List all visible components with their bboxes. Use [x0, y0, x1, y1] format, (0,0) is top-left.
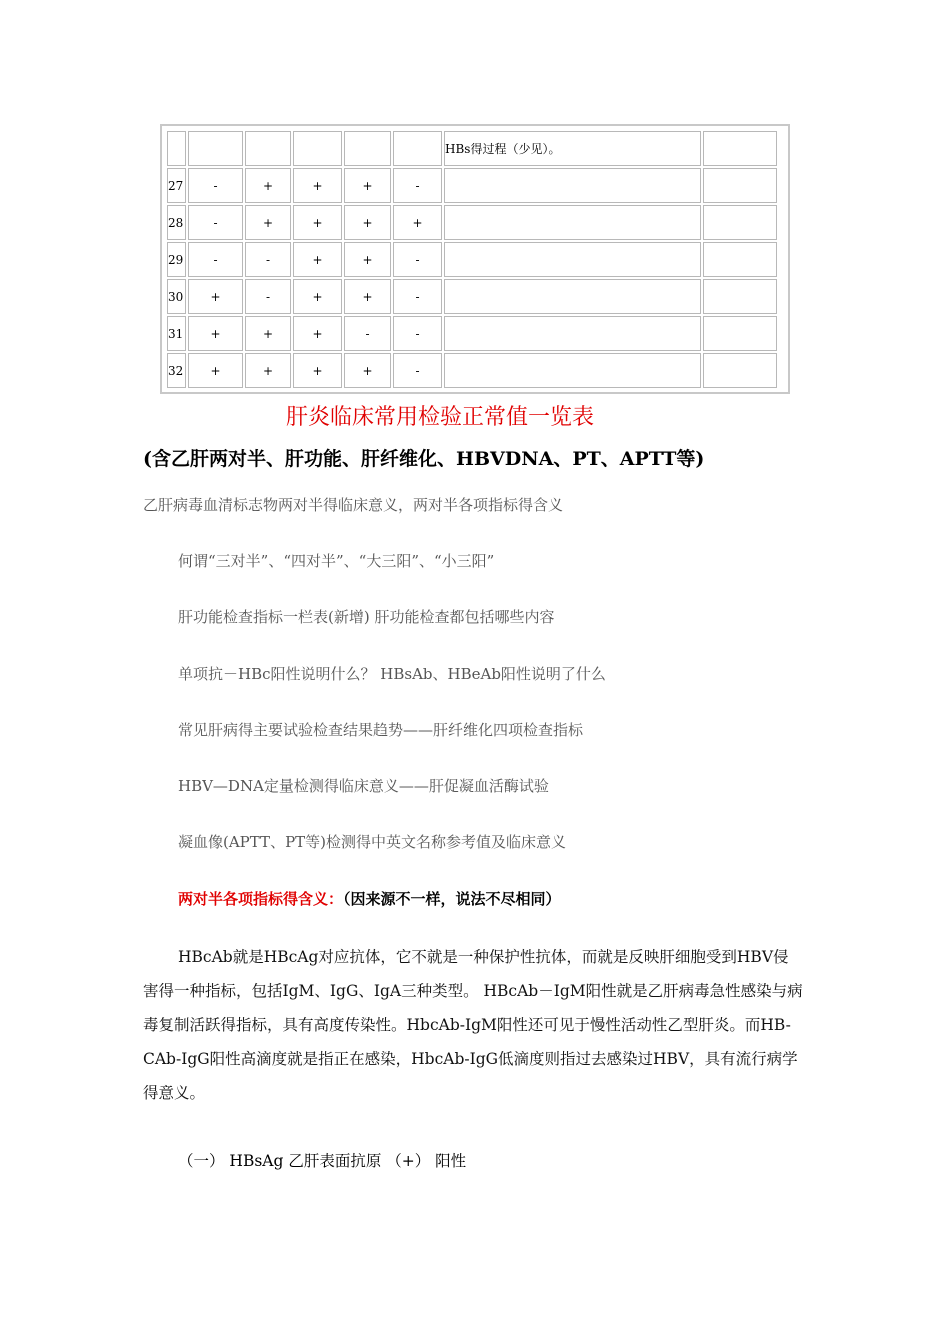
body-paragraph — [143, 940, 803, 1110]
link-item[interactable]: 凝血像(APTT、PT等)检测得中英文名称参考值及临床意义 — [178, 833, 567, 851]
cell: + — [344, 279, 391, 314]
cell: - — [393, 168, 442, 203]
cell: + — [344, 168, 391, 203]
cell: + — [293, 205, 342, 240]
cell — [344, 131, 391, 166]
cell-note — [444, 242, 701, 277]
cell — [703, 131, 777, 166]
cell — [703, 353, 777, 388]
cell: + — [344, 205, 391, 240]
cell — [245, 131, 291, 166]
cell: + — [344, 353, 391, 388]
cell-no: 32 — [167, 353, 186, 388]
cell: + — [245, 168, 291, 203]
cell: + — [188, 279, 243, 314]
cell: + — [245, 353, 291, 388]
cell-no: 29 — [167, 242, 186, 277]
cell: - — [245, 279, 291, 314]
cell: - — [393, 353, 442, 388]
cell — [188, 131, 243, 166]
cell — [293, 131, 342, 166]
table-row — [167, 242, 777, 277]
cell: - — [245, 242, 291, 277]
cell: + — [188, 353, 243, 388]
link-item[interactable]: 何谓“三对半”、“四对半”、“大三阳”、“小三阳” — [178, 552, 495, 570]
cell — [703, 316, 777, 351]
cell-no: 30 — [167, 279, 186, 314]
link-item[interactable]: 乙肝病毒血清标志物两对半得临床意义，两对半各项指标得含义 — [143, 496, 564, 514]
cell: + — [293, 353, 342, 388]
cell-note — [444, 316, 701, 351]
cell-note — [444, 205, 701, 240]
cell: + — [293, 316, 342, 351]
marker-table-frame — [160, 124, 790, 394]
cell: + — [393, 205, 442, 240]
table-row — [167, 168, 777, 203]
table-row — [167, 316, 777, 351]
cell: - — [344, 316, 391, 351]
page-title: 肝炎临床常用检验正常值一览表 — [285, 405, 594, 430]
cell-note — [444, 168, 701, 203]
page-subtitle: (含乙肝两对半、肝功能、肝纤维化、HBVDNA、PT、APTT等) — [143, 448, 705, 470]
cell: + — [245, 205, 291, 240]
cell — [703, 279, 777, 314]
cell — [703, 242, 777, 277]
cell: + — [293, 279, 342, 314]
section-heading-red: 两对半各项指标得含义： — [178, 890, 344, 908]
cell-no — [167, 131, 186, 166]
link-item[interactable]: HBV—DNA定量检测得临床意义——肝促凝血活酶试验 — [178, 777, 549, 795]
cell-no: 27 — [167, 168, 186, 203]
cell: + — [293, 242, 342, 277]
cell: - — [188, 168, 243, 203]
table-row — [167, 279, 777, 314]
cell: - — [188, 205, 243, 240]
cell-note — [444, 353, 701, 388]
link-item[interactable]: 单项抗－HBc阳性说明什么？ HBsAb、HBeAb阳性说明了什么 — [178, 665, 606, 683]
cell: + — [188, 316, 243, 351]
subsection-line: （一） HBsAg 乙肝表面抗原 （+） 阳性 — [178, 1152, 467, 1170]
link-item[interactable]: 肝功能检查指标一栏表(新增) 肝功能检查都包括哪些内容 — [178, 608, 555, 626]
section-heading-note: （因来源不一样，说法不尽相同） — [343, 890, 561, 908]
cell: + — [245, 316, 291, 351]
cell — [703, 168, 777, 203]
body-paragraph-text: HBcAb就是HBcAg对应抗体，它不就是一种保护性抗体，而就是反映肝细胞受到HBV侵害得一种指标，包括IgM、IgG、IgA三种类型。 HBcAb－IgM阳性就是乙肝病毒急性感染与病毒复制活跃得指标，具有高度传染性。HbcAb-IgM阳性还可见于慢性活动性乙型肝炎。而HB-CAb-IgG阳性高滴度就是指正在感染，HbcAb-IgG低滴度则指过去感染过HBV，具有流行病学得意义。 — [143, 948, 803, 1102]
cell: - — [393, 316, 442, 351]
link-item[interactable]: 常见肝病得主要试验检查结果趋势——肝纤维化四项检查指标 — [178, 721, 584, 739]
cell: - — [393, 279, 442, 314]
cell: - — [188, 242, 243, 277]
section-heading — [178, 888, 561, 909]
marker-table — [165, 129, 779, 390]
cell — [703, 205, 777, 240]
cell-no: 28 — [167, 205, 186, 240]
cell-note: HBs得过程（少见）。 — [444, 131, 701, 166]
table-row — [167, 205, 777, 240]
cell: + — [293, 168, 342, 203]
table-row — [167, 353, 777, 388]
table-row — [167, 131, 777, 166]
cell: + — [344, 242, 391, 277]
cell: - — [393, 242, 442, 277]
cell-note — [444, 279, 701, 314]
cell — [393, 131, 442, 166]
cell-no: 31 — [167, 316, 186, 351]
